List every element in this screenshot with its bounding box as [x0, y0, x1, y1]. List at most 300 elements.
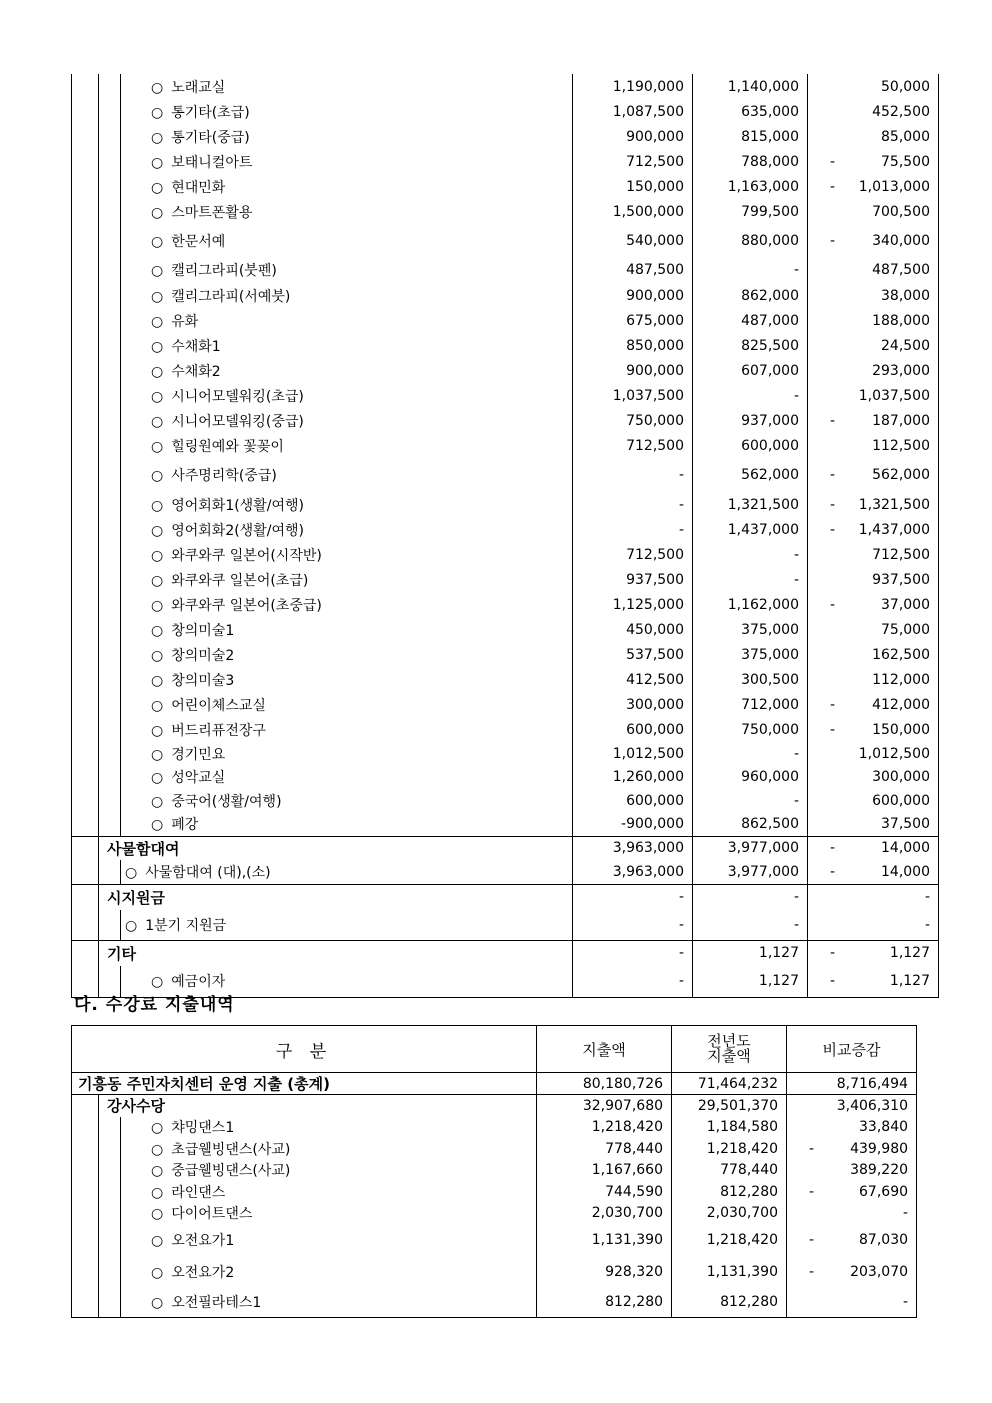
diff-value: - — [924, 889, 930, 906]
previous-value: 960,000 — [693, 765, 808, 789]
total-row — [72, 1073, 917, 1095]
table-row — [72, 74, 939, 99]
indent-cell — [99, 642, 121, 667]
indent-cell — [72, 517, 99, 542]
indent-cell — [99, 174, 121, 199]
indent-cell — [72, 910, 99, 940]
header-expense: 지출액 — [537, 1026, 672, 1073]
total-diff: 8,716,494 — [787, 1073, 917, 1095]
diff-value: 50,000 — [881, 78, 930, 95]
previous-value: - — [693, 742, 808, 765]
item-cell — [121, 765, 573, 789]
previous-value: 1,127 — [693, 966, 808, 997]
diff-cell — [787, 1117, 917, 1138]
current-value: 900,000 — [573, 283, 693, 308]
previous-value: 607,000 — [693, 358, 808, 383]
circle-icon: ○ — [151, 1120, 164, 1136]
item-label: 캘리그라피(붓펜) — [171, 263, 277, 279]
previous-value: 799,500 — [693, 199, 808, 224]
diff-value: 33,840 — [859, 1119, 909, 1135]
indent-cell — [72, 940, 99, 966]
previous-value: 1,218,420 — [672, 1224, 787, 1256]
item-label: 다이어트댄스 — [171, 1206, 253, 1222]
diff-value: 87,030 — [859, 1231, 909, 1248]
item-cell — [121, 1160, 537, 1181]
previous-value: 1,131,390 — [672, 1256, 787, 1288]
previous-value: 487,000 — [693, 308, 808, 333]
diff-cell — [808, 692, 939, 717]
diff-value: 1,127 — [889, 973, 930, 990]
current-value: 900,000 — [573, 358, 693, 383]
section-row — [72, 884, 939, 910]
section-label: 강사수당 — [99, 1095, 537, 1117]
current-value: 1,218,420 — [537, 1117, 672, 1138]
diff-sign: - — [830, 863, 836, 880]
circle-icon: ○ — [151, 1295, 164, 1312]
diff-value: 452,500 — [872, 103, 930, 120]
current-value: - — [573, 458, 693, 492]
current-value: 1,125,000 — [573, 592, 693, 617]
item-cell — [121, 458, 573, 492]
table-row — [72, 199, 939, 224]
circle-icon: ○ — [151, 179, 164, 196]
current-value: 537,500 — [573, 642, 693, 667]
current-value: 1,037,500 — [573, 383, 693, 408]
previous-value: 635,000 — [693, 99, 808, 124]
circle-icon: ○ — [151, 722, 164, 739]
circle-icon: ○ — [151, 104, 164, 121]
diff-cell — [808, 333, 939, 358]
current-value: 900,000 — [573, 124, 693, 149]
diff-value: 600,000 — [872, 793, 930, 809]
table-row — [72, 124, 939, 149]
diff-sign: - — [830, 178, 836, 195]
table-row — [72, 910, 939, 940]
indent-cell — [99, 1256, 121, 1288]
indent-cell — [99, 199, 121, 224]
circle-icon: ○ — [151, 338, 164, 355]
indent-cell — [72, 667, 99, 692]
diff-cell — [787, 1181, 917, 1203]
current-value: 600,000 — [573, 789, 693, 813]
current-value: 1,131,390 — [537, 1224, 672, 1256]
item-label: 오전요가2 — [171, 1264, 235, 1281]
diff-value: 439,980 — [850, 1140, 909, 1157]
section-label: 기타 — [99, 940, 573, 966]
item-label: 스마트폰활용 — [171, 204, 253, 221]
item-label: 버드리퓨전장구 — [171, 722, 266, 739]
section-label: 시지원금 — [99, 884, 573, 910]
indent-cell — [99, 224, 121, 257]
indent-cell — [72, 642, 99, 667]
circle-icon: ○ — [151, 974, 164, 991]
indent-cell — [99, 333, 121, 358]
diff-value: 1,012,500 — [858, 745, 930, 762]
item-label: 캘리그라피(서예붓) — [171, 288, 291, 305]
item-cell — [121, 742, 573, 765]
table-row — [72, 813, 939, 836]
diff-cell — [808, 667, 939, 692]
item-label: 예금이자 — [171, 974, 226, 991]
diff-sign: - — [830, 232, 836, 249]
diff-cell — [787, 1256, 917, 1288]
indent-cell — [99, 74, 121, 99]
indent-cell — [72, 1117, 99, 1138]
circle-icon: ○ — [151, 746, 164, 763]
diff-cell — [808, 433, 939, 458]
table-row — [72, 542, 939, 567]
table-row — [72, 517, 939, 542]
item-label: 폐강 — [171, 817, 199, 834]
diff-sign: - — [809, 1263, 815, 1280]
diff-cell — [808, 940, 939, 966]
indent-cell — [99, 1138, 121, 1160]
item-cell — [121, 492, 573, 517]
previous-value: 562,000 — [693, 458, 808, 492]
diff-value: 1,127 — [889, 945, 930, 962]
current-value: - — [573, 884, 693, 910]
diff-cell — [808, 966, 939, 997]
previous-value: 788,000 — [693, 149, 808, 174]
current-value: - — [573, 940, 693, 966]
item-label: 경기민요 — [171, 746, 226, 763]
table-row — [72, 408, 939, 433]
diff-value: 75,000 — [881, 621, 930, 638]
diff-value: 412,000 — [872, 696, 930, 713]
diff-cell — [787, 1224, 917, 1256]
item-cell — [121, 813, 573, 836]
item-label: 시니어모델워킹(초급) — [171, 388, 304, 405]
table-row — [72, 860, 939, 884]
item-label: 중급웰빙댄스(사교) — [171, 1163, 291, 1179]
indent-cell — [99, 742, 121, 765]
table-row — [72, 458, 939, 492]
diff-sign: - — [830, 412, 836, 429]
item-label: 유화 — [171, 313, 199, 330]
table-row — [72, 257, 939, 283]
item-cell — [121, 199, 573, 224]
diff-value: 1,013,000 — [858, 178, 930, 195]
total-label: 기흥동 주민자치센터 운영 지출 (총계) — [72, 1073, 537, 1095]
circle-icon: ○ — [151, 572, 164, 589]
income-table — [71, 74, 939, 998]
diff-cell — [808, 765, 939, 789]
diff-value: 712,500 — [872, 546, 930, 563]
item-cell — [121, 592, 573, 617]
current-value: 712,500 — [573, 433, 693, 458]
indent-cell — [99, 1117, 121, 1138]
diff-cell — [808, 492, 939, 517]
indent-cell — [99, 667, 121, 692]
item-label: 와쿠와쿠 일본어(초중급) — [171, 597, 322, 614]
item-cell — [121, 1256, 537, 1288]
diff-cell — [808, 174, 939, 199]
indent-cell — [99, 124, 121, 149]
circle-icon: ○ — [151, 647, 164, 664]
indent-cell — [72, 765, 99, 789]
diff-cell — [808, 742, 939, 765]
diff-cell — [808, 408, 939, 433]
table-row — [72, 1117, 917, 1138]
diff-sign: - — [809, 1183, 815, 1200]
previous-value: 375,000 — [693, 642, 808, 667]
diff-sign: - — [809, 1140, 815, 1157]
item-cell — [121, 283, 573, 308]
diff-cell — [808, 358, 939, 383]
current-value: 540,000 — [573, 224, 693, 257]
table-row — [72, 149, 939, 174]
indent-cell — [99, 257, 121, 283]
circle-icon: ○ — [151, 233, 164, 250]
circle-icon: ○ — [151, 204, 164, 221]
circle-icon: ○ — [151, 817, 164, 834]
current-value: 778,440 — [537, 1138, 672, 1160]
diff-value: 562,000 — [872, 467, 930, 483]
diff-cell — [808, 884, 939, 910]
indent-cell — [72, 149, 99, 174]
item-label: 오전필라테스1 — [171, 1295, 262, 1312]
diff-value: 37,000 — [881, 596, 930, 613]
diff-cell — [808, 617, 939, 642]
current-value: 3,963,000 — [573, 836, 693, 860]
previous-value: 862,000 — [693, 283, 808, 308]
previous-value: 812,280 — [672, 1288, 787, 1318]
circle-icon: ○ — [151, 522, 164, 539]
indent-cell — [72, 884, 99, 910]
table-row — [72, 308, 939, 333]
table-row — [72, 333, 939, 358]
item-cell — [121, 1203, 537, 1224]
diff-value: - — [902, 1205, 909, 1221]
item-cell — [121, 308, 573, 333]
diff-value: 150,000 — [872, 721, 930, 738]
diff-cell — [808, 542, 939, 567]
indent-cell — [72, 1181, 99, 1203]
diff-cell — [808, 199, 939, 224]
item-cell — [121, 74, 573, 99]
item-cell — [121, 692, 573, 717]
previous-value: 29,501,370 — [672, 1095, 787, 1117]
circle-icon: ○ — [151, 438, 164, 455]
item-label: 창의미술2 — [171, 647, 235, 664]
diff-value: 293,000 — [872, 362, 930, 379]
diff-value: - — [924, 916, 930, 933]
indent-cell — [99, 99, 121, 124]
diff-cell — [787, 1288, 917, 1318]
circle-icon: ○ — [151, 1206, 164, 1222]
indent-cell — [72, 383, 99, 408]
indent-cell — [99, 383, 121, 408]
indent-cell — [72, 789, 99, 813]
diff-cell — [787, 1203, 917, 1224]
diff-value: 14,000 — [881, 863, 930, 880]
item-cell — [121, 517, 573, 542]
header-diff: 비교증감 — [787, 1026, 917, 1073]
diff-value: 67,690 — [859, 1183, 909, 1200]
item-cell — [121, 1181, 537, 1203]
diff-sign: - — [830, 973, 836, 990]
diff-cell — [808, 124, 939, 149]
diff-cell — [808, 717, 939, 742]
indent-cell — [72, 308, 99, 333]
table-row — [72, 1160, 917, 1181]
item-cell — [121, 433, 573, 458]
diff-value: 340,000 — [872, 232, 930, 249]
circle-icon: ○ — [125, 917, 138, 934]
current-value: 1,190,000 — [573, 74, 693, 99]
section-row — [72, 940, 939, 966]
total-expense: 80,180,726 — [537, 1073, 672, 1095]
diff-sign: - — [809, 1231, 815, 1248]
circle-icon: ○ — [151, 129, 164, 146]
current-value: 487,500 — [573, 257, 693, 283]
item-label: 사물함대여 (대),(소) — [145, 864, 271, 881]
table-row — [72, 99, 939, 124]
current-value: 712,500 — [573, 149, 693, 174]
item-cell — [121, 617, 573, 642]
table-row — [72, 1203, 917, 1224]
item-cell — [121, 257, 573, 283]
previous-value: - — [693, 542, 808, 567]
item-cell — [121, 358, 573, 383]
indent-cell — [72, 99, 99, 124]
circle-icon: ○ — [151, 697, 164, 714]
circle-icon: ○ — [151, 313, 164, 330]
indent-cell — [72, 408, 99, 433]
current-value: - — [573, 966, 693, 997]
diff-cell — [808, 836, 939, 860]
diff-value: 24,500 — [881, 337, 930, 354]
circle-icon: ○ — [151, 1141, 164, 1158]
previous-value: - — [693, 789, 808, 813]
current-value: 32,907,680 — [537, 1095, 672, 1117]
circle-icon: ○ — [151, 547, 164, 564]
diff-value: 300,000 — [872, 769, 930, 785]
circle-icon: ○ — [151, 79, 164, 96]
table-row — [72, 492, 939, 517]
circle-icon: ○ — [151, 672, 164, 689]
circle-icon: ○ — [151, 770, 164, 786]
diff-sign: - — [830, 721, 836, 738]
diff-sign: - — [830, 521, 836, 538]
indent-cell — [99, 283, 121, 308]
item-cell — [121, 567, 573, 592]
diff-value: 38,000 — [881, 287, 930, 304]
table-row — [72, 765, 939, 789]
previous-value: 3,977,000 — [693, 860, 808, 884]
table-row — [72, 567, 939, 592]
current-value: 750,000 — [573, 408, 693, 433]
previous-value: 750,000 — [693, 717, 808, 742]
previous-value: 2,030,700 — [672, 1203, 787, 1224]
item-label: 와쿠와쿠 일본어(시작반) — [171, 547, 322, 564]
indent-cell — [99, 692, 121, 717]
diff-cell — [808, 283, 939, 308]
table-row — [72, 1256, 917, 1288]
diff-cell — [808, 592, 939, 617]
diff-value: 3,406,310 — [836, 1097, 909, 1114]
current-value: 850,000 — [573, 333, 693, 358]
indent-cell — [99, 813, 121, 836]
indent-cell — [72, 813, 99, 836]
circle-icon: ○ — [151, 497, 164, 514]
diff-value: 112,500 — [872, 437, 930, 454]
diff-value: 203,070 — [850, 1263, 909, 1280]
indent-cell — [72, 592, 99, 617]
diff-value: 75,500 — [881, 153, 930, 170]
item-label: 영어회화1(생활/여행) — [171, 497, 304, 514]
previous-value: 815,000 — [693, 124, 808, 149]
item-cell — [121, 789, 573, 813]
item-label: 보태니컬아트 — [171, 154, 253, 171]
item-label: 시니어모델워킹(중급) — [171, 413, 304, 430]
diff-value: 1,437,000 — [858, 521, 930, 538]
table-row — [72, 717, 939, 742]
indent-cell — [72, 1160, 99, 1181]
previous-value: - — [693, 383, 808, 408]
indent-cell — [99, 765, 121, 789]
item-label: 통기타(초급) — [171, 104, 250, 121]
item-label: 어린이체스교실 — [171, 697, 266, 714]
current-value: 1,260,000 — [573, 765, 693, 789]
indent-cell — [99, 149, 121, 174]
item-cell — [121, 717, 573, 742]
table-row — [72, 1288, 917, 1318]
current-value: 1,500,000 — [573, 199, 693, 224]
indent-cell — [99, 910, 121, 940]
current-value: 412,500 — [573, 667, 693, 692]
diff-cell — [787, 1095, 917, 1117]
circle-icon: ○ — [151, 1184, 164, 1201]
previous-value: 825,500 — [693, 333, 808, 358]
indent-cell — [72, 492, 99, 517]
indent-cell — [99, 592, 121, 617]
item-cell — [121, 642, 573, 667]
indent-cell — [99, 1160, 121, 1181]
item-label: 힐링원예와 꽃꽂이 — [171, 438, 284, 455]
item-label: 중국어(생활/여행) — [171, 794, 282, 810]
diff-value: 112,000 — [872, 671, 930, 688]
item-label: 창의미술3 — [171, 672, 235, 689]
indent-cell — [72, 1095, 99, 1117]
item-label: 현대민화 — [171, 179, 226, 196]
item-label: 창의미술1 — [171, 622, 235, 639]
indent-cell — [72, 617, 99, 642]
indent-cell — [99, 717, 121, 742]
header-prev-expense: 전년도 지출액 — [672, 1026, 787, 1073]
item-cell — [121, 124, 573, 149]
circle-icon: ○ — [151, 1264, 164, 1281]
diff-value: 187,000 — [872, 412, 930, 429]
indent-cell — [99, 1203, 121, 1224]
indent-cell — [72, 433, 99, 458]
diff-sign: - — [830, 467, 836, 483]
item-cell — [121, 333, 573, 358]
previous-value: 880,000 — [693, 224, 808, 257]
previous-value: - — [693, 567, 808, 592]
current-value: 1,087,500 — [573, 99, 693, 124]
indent-cell — [72, 358, 99, 383]
diff-sign: - — [830, 153, 836, 170]
circle-icon: ○ — [151, 363, 164, 380]
indent-cell — [72, 74, 99, 99]
current-value: 675,000 — [573, 308, 693, 333]
previous-value: - — [693, 884, 808, 910]
previous-value: 1,184,580 — [672, 1117, 787, 1138]
indent-cell — [99, 517, 121, 542]
diff-value: 188,000 — [872, 312, 930, 329]
previous-value: 600,000 — [693, 433, 808, 458]
